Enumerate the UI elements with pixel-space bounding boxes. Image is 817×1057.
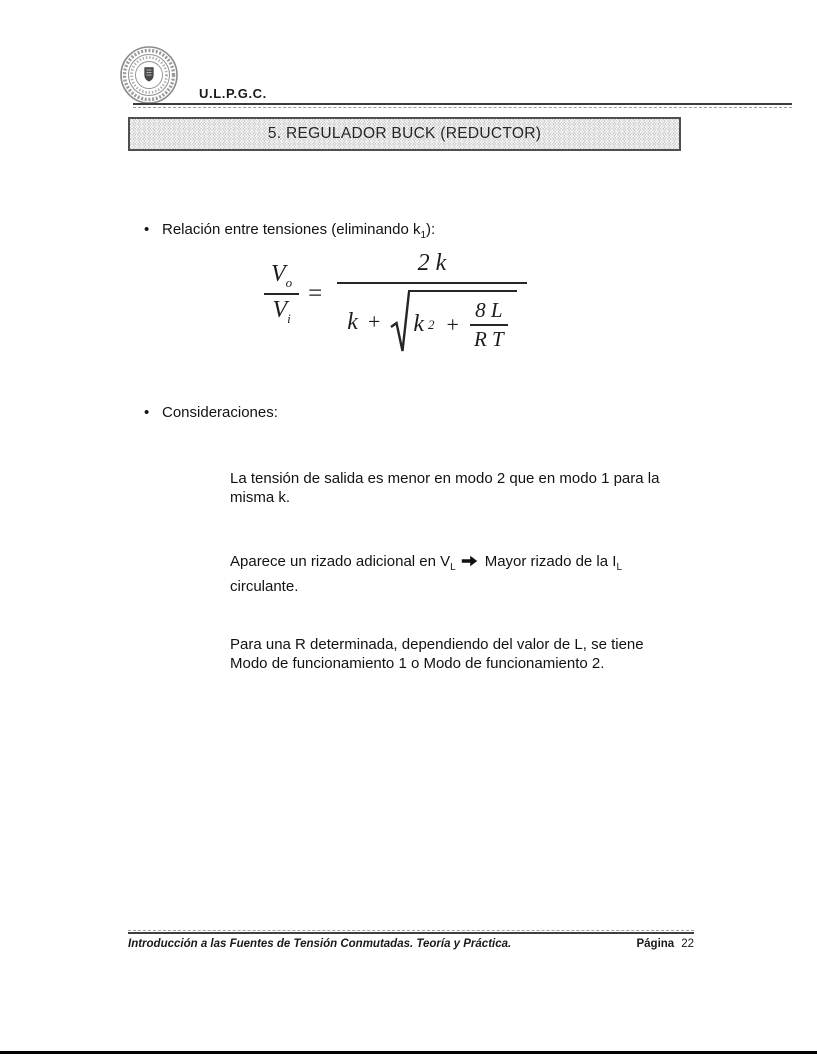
fraction-vo-vi xyxy=(264,261,299,327)
subscript: L xyxy=(450,562,456,573)
bullet-label: Consideraciones: xyxy=(162,404,278,421)
bullet-item-relation xyxy=(144,221,435,241)
voltage-ratio-formula xyxy=(264,250,527,354)
plus-sign: + xyxy=(367,309,381,334)
radical-icon xyxy=(390,290,410,354)
bullet-icon: • xyxy=(144,221,150,238)
plus-sign: + xyxy=(446,311,459,337)
fraction-rhs xyxy=(337,250,526,354)
radicand xyxy=(408,290,516,354)
square-root xyxy=(390,290,516,354)
den-k: k xyxy=(347,308,358,335)
fraction-8l-rt xyxy=(469,298,509,352)
bullet-icon: • xyxy=(144,404,150,421)
bottom-edge-bar xyxy=(0,1051,817,1054)
university-seal-icon xyxy=(119,45,179,105)
equals-sign: = xyxy=(308,280,323,307)
note-paragraph: Para una R determinada, dependiendo del valor de L, se tiene Modo de funcionamiento 1 o Modo de funcionamiento 2. xyxy=(230,636,644,672)
logo-text: U.L.P.G.C. xyxy=(199,86,267,101)
rad-k: k xyxy=(413,311,425,337)
page-number: 22 xyxy=(681,938,694,950)
header-divider xyxy=(133,103,792,108)
section-title-bar xyxy=(128,117,681,151)
note-line: Aparece un rizado adicional en $V_L$ Mayor rizado de la $I_L$ xyxy=(230,553,623,573)
inner-denominator: R T xyxy=(473,326,504,351)
footer-divider xyxy=(128,930,694,934)
page-indicator: Página 22 xyxy=(636,938,694,950)
page-title: 5. REGULADOR BUCK (REDUCTOR) xyxy=(267,125,542,142)
note-paragraph: Aparece un rizado adicional en $V_L$ Mayor rizado de la $I_L$ circulante. xyxy=(230,552,700,596)
subscript: 1 xyxy=(420,230,427,241)
bullet-item-considerations xyxy=(144,404,278,421)
rhs-numerator: 2 k xyxy=(417,250,447,276)
exponent: 2 xyxy=(428,316,435,332)
arrow-right-icon xyxy=(461,554,478,568)
formula-numerator: $V_o$ xyxy=(264,261,299,295)
rhs-denominator xyxy=(337,282,526,354)
footer-title: Introducción a las Fuentes de Tensión Conmutadas. Teoría y Práctica. xyxy=(128,938,512,950)
bullet-label: Relación entre tensiones (eliminando $k_1$): xyxy=(162,221,436,241)
footer xyxy=(128,938,694,950)
subscript: L xyxy=(616,562,623,573)
inner-numerator: 8 L xyxy=(470,298,507,326)
note-paragraph: La tensión de salida es menor en modo 2 que en modo 1 para la misma k. xyxy=(230,470,660,506)
formula-denominator: $V_i$ xyxy=(272,297,291,326)
